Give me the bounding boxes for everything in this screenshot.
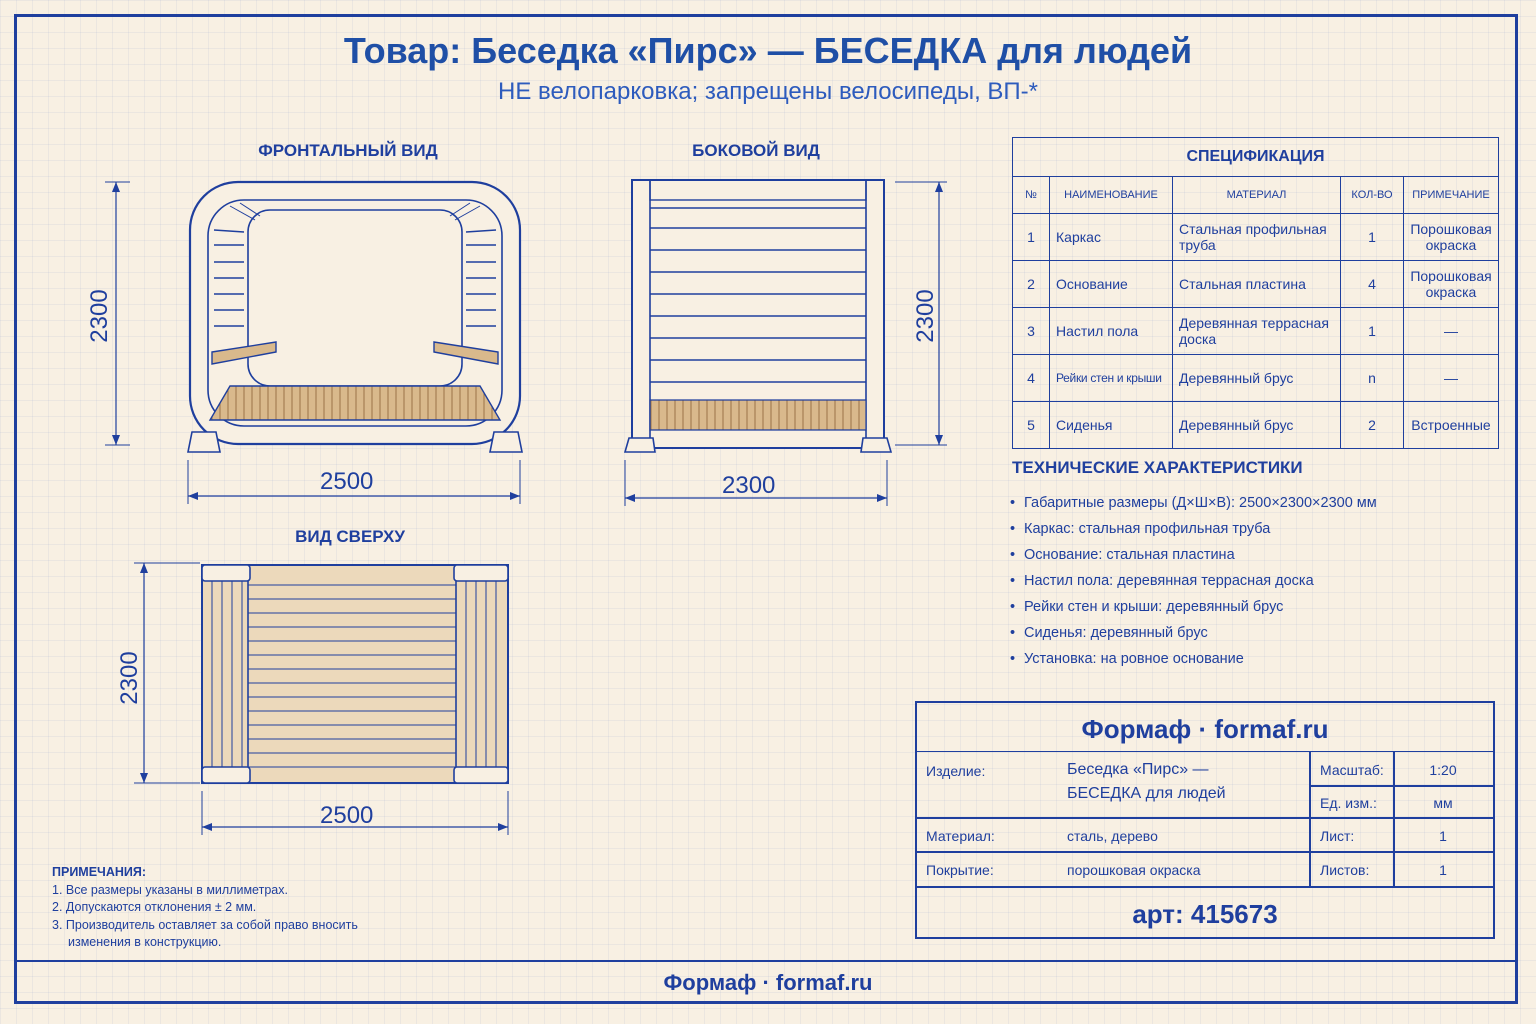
list-item: 3. Производитель оставляет за собой право вносить изменения в конструкцию. [52, 917, 358, 950]
product-value-line1: Беседка «Пирс» — [1067, 761, 1209, 778]
product-value-line2: БЕСЕДКА для людей [1067, 785, 1226, 802]
coating-label: Покрытие: [926, 862, 994, 878]
page-title: Товар: Беседка «Пирс» — БЕСЕДКА для людей [343, 30, 1193, 71]
spec-cell: Деревянный брус [1173, 355, 1341, 402]
top-view-drawing [120, 555, 520, 835]
material-label: Материал: [926, 828, 995, 844]
sheets-label: Листов: [1320, 862, 1370, 878]
spec-table [1012, 137, 1499, 449]
spec-cell: Деревянная террасная доска [1173, 308, 1341, 355]
front-view-label: ФРОНТАЛЬНЫЙ ВИД [258, 141, 438, 160]
top-view-label: ВИД СВЕРХУ [295, 527, 405, 546]
front-view-drawing [80, 170, 550, 510]
title-block-brand: Формаф · formaf.ru [917, 703, 1493, 752]
spec-title: СПЕЦИФИКАЦИЯ [1013, 138, 1499, 177]
table-row [1013, 402, 1499, 449]
spec-header: ПРИМЕЧАНИЕ [1404, 177, 1499, 214]
spec-header: НАИМЕНОВАНИЕ [1050, 177, 1173, 214]
unit-value: мм [1433, 795, 1453, 811]
unit-label: Ед. изм.: [1320, 795, 1377, 811]
spec-cell: Каркас [1050, 214, 1173, 261]
spec-cell: Порошковая окраска [1404, 261, 1499, 308]
coating-value: порошковая окраска [1067, 862, 1201, 878]
notes-title: ПРИМЕЧАНИЯ: [52, 865, 147, 879]
side-height-dimension: 2300 [912, 289, 939, 343]
table-row [1013, 355, 1499, 402]
spec-cell: 2 [1341, 402, 1404, 449]
spec-header: КОЛ-ВО [1341, 177, 1404, 214]
list-item: • Рейки стен и крыши: деревянный брус [1010, 594, 1377, 620]
scale-label: Масштаб: [1320, 762, 1384, 778]
title-block [915, 701, 1495, 939]
sheets-value: 1 [1439, 862, 1447, 878]
page-subtitle: НЕ велопарковка; запрещены велосипеды, ВП-* [497, 78, 1039, 105]
spec-cell: Основание [1050, 261, 1173, 308]
spec-cell: 4 [1341, 261, 1404, 308]
spec-cell: 1 [1341, 308, 1404, 355]
top-height-dimension: 2300 [116, 651, 143, 705]
notes [52, 864, 368, 952]
spec-cell: Стальная профильная труба [1173, 214, 1341, 261]
sheet-value: 1 [1439, 828, 1447, 844]
side-view-label: БОКОВОЙ ВИД [692, 141, 820, 160]
side-view-drawing [615, 170, 955, 510]
product-label: Изделие: [926, 763, 986, 779]
spec-cell: Сиденья [1050, 402, 1173, 449]
front-height-dimension: 2300 [86, 289, 113, 343]
footer-divider [14, 960, 1518, 962]
spec-cell: Рейки стен и крыши [1050, 355, 1173, 402]
sheet-label: Лист: [1320, 828, 1355, 844]
article-number: арт: 415673 [1132, 899, 1278, 929]
front-width-dimension: 2500 [320, 468, 374, 495]
spec-cell: — [1404, 355, 1499, 402]
list-item: • Габаритные размеры (Д×Ш×В): 2500×2300×2300 мм [1010, 490, 1377, 516]
tech-title: ТЕХНИЧЕСКИЕ ХАРАКТЕРИСТИКИ [1012, 458, 1303, 477]
spec-cell: n [1341, 355, 1404, 402]
spec-cell: 2 [1013, 261, 1050, 308]
spec-cell: Настил пола [1050, 308, 1173, 355]
side-width-dimension: 2300 [722, 472, 776, 499]
material-value: сталь, дерево [1067, 828, 1158, 844]
top-width-dimension: 2500 [320, 802, 374, 829]
spec-cell: 1 [1013, 214, 1050, 261]
spec-header: МАТЕРИАЛ [1173, 177, 1341, 214]
spec-cell: 3 [1013, 308, 1050, 355]
list-item: • Настил пола: деревянная террасная доска [1010, 568, 1377, 594]
table-row [1013, 261, 1499, 308]
spec-cell: Встроенные [1404, 402, 1499, 449]
list-item: • Основание: стальная пластина [1010, 542, 1377, 568]
footer-brand: Формаф · formaf.ru [663, 970, 873, 995]
list-item: • Сиденья: деревянный брус [1010, 620, 1377, 646]
list-item: 1. Все размеры указаны в миллиметрах. [52, 882, 288, 897]
spec-cell: 4 [1013, 355, 1050, 402]
table-row [1013, 214, 1499, 261]
spec-cell: 5 [1013, 402, 1050, 449]
list-item: • Установка: на ровное основание [1010, 646, 1377, 672]
spec-cell: Стальная пластина [1173, 261, 1341, 308]
list-item: 2. Допускаются отклонения ± 2 мм. [52, 900, 257, 915]
spec-cell: — [1404, 308, 1499, 355]
scale-value: 1:20 [1429, 762, 1457, 778]
spec-header: № [1013, 177, 1050, 214]
spec-cell: Порошковая окраска [1404, 214, 1499, 261]
spec-cell: 1 [1341, 214, 1404, 261]
tech-list [1010, 490, 1377, 672]
spec-cell: Деревянный брус [1173, 402, 1341, 449]
list-item: • Каркас: стальная профильная труба [1010, 516, 1377, 542]
table-row [1013, 308, 1499, 355]
